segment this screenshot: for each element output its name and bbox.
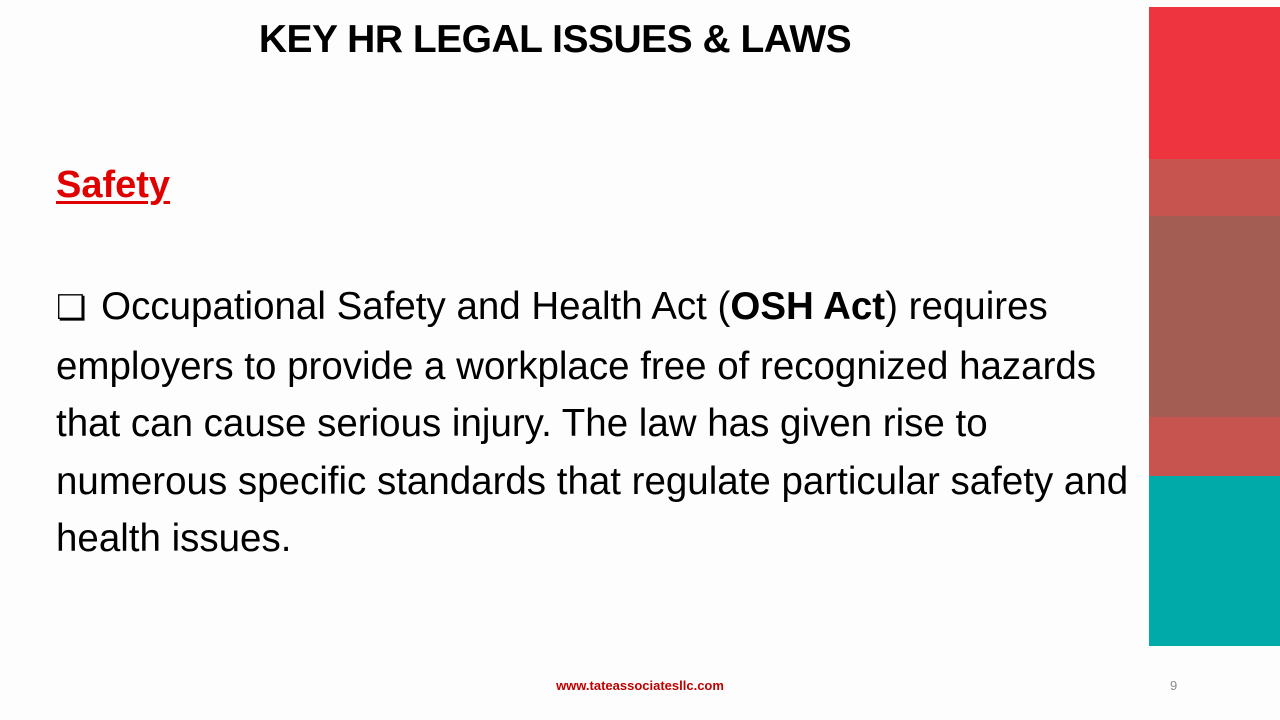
color-bar-rose-bottom [1149,417,1280,476]
bullet-text-before: Occupational Safety and Health Act ( [90,285,731,328]
color-bar-rose-top [1149,159,1280,216]
bullet-text-after: ) requires employers to provide a workplace free of recognized hazards that can cause serious injury. The law has given rise to numerous specific standards that regulate particular safety and health issues. [56,285,1129,560]
bullet-paragraph [56,278,1136,568]
footer-url: www.tateassociatesllc.com [556,678,724,693]
page-title: KEY HR LEGAL ISSUES & LAWS [258,18,852,61]
page-number: 9 [1170,678,1178,693]
checkbox-bullet-icon: ❏ [56,288,87,328]
section-heading: Safety [56,164,171,206]
bold-term: OSH Act [730,285,886,328]
color-bar-teal [1149,476,1280,646]
color-bar-brown [1149,216,1280,417]
color-bar-red [1149,7,1280,159]
